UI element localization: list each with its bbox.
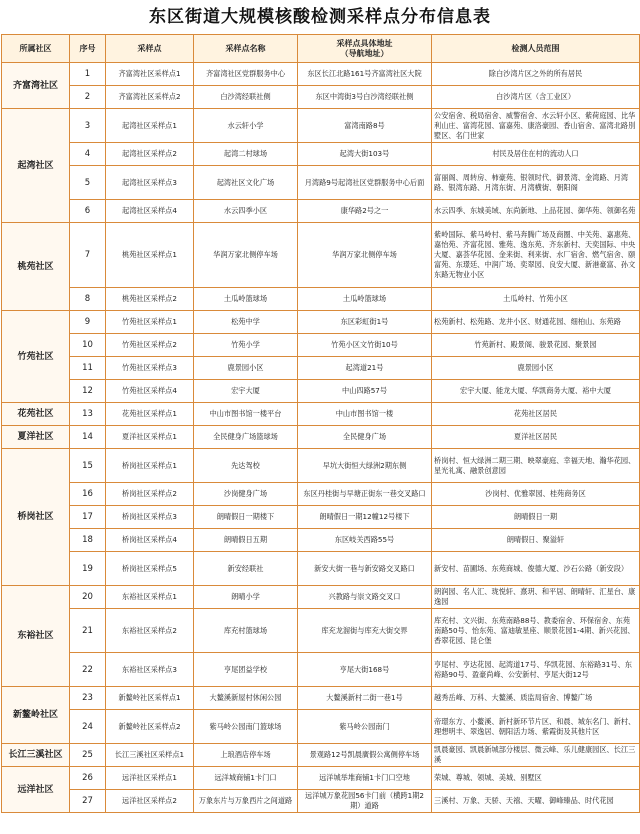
address-cell: 亨尾大街168号 xyxy=(298,653,432,687)
seq-cell: 13 xyxy=(70,403,106,426)
address-cell: 东区长江北路161号齐富湾社区大院 xyxy=(298,63,432,86)
point-cell: 新鳌岭社区采样点2 xyxy=(106,710,194,744)
seq-cell: 25 xyxy=(70,744,106,767)
community-cell: 东裕社区 xyxy=(2,586,70,687)
address-cell: 中山四路57号 xyxy=(298,380,432,403)
seq-cell: 12 xyxy=(70,380,106,403)
scope-cell: 鹿景园小区 xyxy=(432,357,640,380)
community-cell: 齐富湾社区 xyxy=(2,63,70,109)
scope-cell: 紫岭国际、紫马岭村、紫马奔腾广场及商圈、中关苑、嘉惠苑、嘉怡苑、齐富花园、雅苑、逸东苑、齐东新村、天奕国际、中央大厦、嘉荟华花园、金来街、利来街、水厂宿舍、燃气宿舍、颐富苑、东璟廷、中润广场、奕翠园、良安大厦、新港豪富、孙文东路无物业小区 xyxy=(432,223,640,288)
table-row xyxy=(2,744,640,767)
page-title: 东区街道大规模核酸检测采样点分布信息表 xyxy=(149,7,491,27)
table-row xyxy=(2,586,640,609)
scope-cell: 松苑新村、松苑路、龙井小区、财通花园、细柏山、东苑路 xyxy=(432,311,640,334)
community-cell: 竹苑社区 xyxy=(2,311,70,403)
scope-cell: 村民及居住在村的流动人口 xyxy=(432,143,640,166)
point-cell: 起湾社区采样点1 xyxy=(106,109,194,143)
address-cell: 起湾道21号 xyxy=(298,357,432,380)
point-name-cell: 华润万家北侧停车场 xyxy=(194,223,298,288)
address-cell: 中山市图书馆一楼 xyxy=(298,403,432,426)
address-cell: 远洋城万象花园56卡门前（横跨1期2期）道路 xyxy=(298,790,432,813)
table-row xyxy=(2,334,640,357)
address-cell: 东区岐关西路55号 xyxy=(298,529,432,552)
point-cell: 东裕社区采样点2 xyxy=(106,609,194,653)
seq-cell: 1 xyxy=(70,63,106,86)
point-cell: 桃苑社区采样点1 xyxy=(106,223,194,288)
point-cell: 竹苑社区采样点3 xyxy=(106,357,194,380)
community-cell: 新鳌岭社区 xyxy=(2,687,70,744)
address-cell: 库充龙溜街与库充大街交界 xyxy=(298,609,432,653)
seq-cell: 3 xyxy=(70,109,106,143)
table-row xyxy=(2,710,640,744)
point-cell: 起湾社区采样点3 xyxy=(106,166,194,200)
point-cell: 东裕社区采样点3 xyxy=(106,653,194,687)
point-name-cell: 水云轩小学 xyxy=(194,109,298,143)
point-name-cell: 朗晴小学 xyxy=(194,586,298,609)
seq-cell: 8 xyxy=(70,288,106,311)
point-name-cell: 新安经联社 xyxy=(194,552,298,586)
seq-cell: 10 xyxy=(70,334,106,357)
scope-cell: 新安村、苗圃场、东苑商城、俊德大厦、沙石公路（新安段） xyxy=(432,552,640,586)
community-cell: 远洋社区 xyxy=(2,767,70,813)
table-row xyxy=(2,687,640,710)
table-row xyxy=(2,767,640,790)
community-cell: 花苑社区 xyxy=(2,403,70,426)
scope-cell: 土瓜岭村、竹苑小区 xyxy=(432,288,640,311)
table-row xyxy=(2,380,640,403)
point-cell: 齐富湾社区采样点1 xyxy=(106,63,194,86)
seq-cell: 6 xyxy=(70,200,106,223)
seq-cell: 22 xyxy=(70,653,106,687)
seq-cell: 16 xyxy=(70,483,106,506)
point-cell: 远洋社区采样点1 xyxy=(106,767,194,790)
address-cell: 康华路2号之一 xyxy=(298,200,432,223)
table-row xyxy=(2,311,640,334)
scope-cell: 夏洋社区居民 xyxy=(432,426,640,449)
table-row xyxy=(2,223,640,288)
seq-cell: 15 xyxy=(70,449,106,483)
scope-cell: 朗晴假日一期 xyxy=(432,506,640,529)
point-name-cell: 万象东片与万象西片之间道路 xyxy=(194,790,298,813)
scope-cell: 亨尾村、亨达花园、起湾道17号、华凯花园、东裕路31号、东裕路90号、盈豪尚峰、公安新村、亨尾大街12号 xyxy=(432,653,640,687)
point-name-cell: 土瓜岭篮球场 xyxy=(194,288,298,311)
seq-cell: 11 xyxy=(70,357,106,380)
seq-cell: 20 xyxy=(70,586,106,609)
address-cell: 新安大街一巷与新安路交叉路口 xyxy=(298,552,432,586)
point-cell: 竹苑社区采样点2 xyxy=(106,334,194,357)
community-cell: 起湾社区 xyxy=(2,109,70,223)
scope-cell: 水云四季、东城美域、东尚新地、上品花园、御华苑、领御名苑 xyxy=(432,200,640,223)
point-name-cell: 水云四季小区 xyxy=(194,200,298,223)
scope-cell: 宏宇大厦、能龙大厦、华凯商务大厦、裕中大厦 xyxy=(432,380,640,403)
community-cell: 夏洋社区 xyxy=(2,426,70,449)
point-name-cell: 库充村篮球场 xyxy=(194,609,298,653)
seq-cell: 26 xyxy=(70,767,106,790)
point-cell: 桥岗社区采样点1 xyxy=(106,449,194,483)
table-row xyxy=(2,403,640,426)
point-cell: 桃苑社区采样点2 xyxy=(106,288,194,311)
table-row xyxy=(2,483,640,506)
scope-cell: 白沙湾片区（含工业区） xyxy=(432,86,640,109)
point-name-cell: 紫马岭公园南门篮球场 xyxy=(194,710,298,744)
scope-cell: 朗润园、名人汇、珑悦轩、熹玥、和平居、朗晴轩、汇星台、康逸园 xyxy=(432,586,640,609)
seq-cell: 14 xyxy=(70,426,106,449)
address-cell: 全民健身广场 xyxy=(298,426,432,449)
scope-cell: 花苑社区居民 xyxy=(432,403,640,426)
seq-cell: 19 xyxy=(70,552,106,586)
point-cell: 远洋社区采样点2 xyxy=(106,790,194,813)
seq-cell: 21 xyxy=(70,609,106,653)
scope-cell: 沙岗村、优雅翠园、桂苑商务区 xyxy=(432,483,640,506)
scope-cell: 越秀岳峰、万科、大鳌溪、质监局宿舍、博鳌广场 xyxy=(432,687,640,710)
community-cell: 桃苑社区 xyxy=(2,223,70,311)
address-cell: 富湾南路8号 xyxy=(298,109,432,143)
point-name-cell: 中山市图书馆一楼平台 xyxy=(194,403,298,426)
table-row xyxy=(2,63,640,86)
scope-cell: 帝璟东方、小鳌溪、新村新环节片区、和晨、城东名门、新村、理想明丰、翠逸居、朝阳活力场、紫霞街及其他片区 xyxy=(432,710,640,744)
point-cell: 起湾社区采样点4 xyxy=(106,200,194,223)
table-row xyxy=(2,86,640,109)
point-name-cell: 齐富湾社区党群服务中心 xyxy=(194,63,298,86)
sampling-points-table xyxy=(1,34,640,813)
point-cell: 花苑社区采样点1 xyxy=(106,403,194,426)
address-cell: 朗晴假日一期12幢12号楼下 xyxy=(298,506,432,529)
seq-cell: 2 xyxy=(70,86,106,109)
point-name-cell: 鹿景园小区 xyxy=(194,357,298,380)
scope-cell: 朗晴假日、聚溢轩 xyxy=(432,529,640,552)
point-name-cell: 起湾二村球场 xyxy=(194,143,298,166)
point-cell: 齐富湾社区采样点2 xyxy=(106,86,194,109)
community-cell: 桥岗社区 xyxy=(2,449,70,586)
point-name-cell: 大鳌溪新屋村休闲公园 xyxy=(194,687,298,710)
header-community: 所属社区 xyxy=(2,35,70,63)
header-scope: 检测人员范围 xyxy=(432,35,640,63)
header-point: 采样点 xyxy=(106,35,194,63)
table-row xyxy=(2,357,640,380)
point-cell: 东裕社区采样点1 xyxy=(106,586,194,609)
seq-cell: 23 xyxy=(70,687,106,710)
point-cell: 竹苑社区采样点4 xyxy=(106,380,194,403)
table-row xyxy=(2,790,640,813)
point-name-cell: 全民健身广场篮球场 xyxy=(194,426,298,449)
point-cell: 桥岗社区采样点2 xyxy=(106,483,194,506)
table-row xyxy=(2,506,640,529)
address-cell: 月湾路9号起湾社区党群服务中心后面 xyxy=(298,166,432,200)
seq-cell: 9 xyxy=(70,311,106,334)
seq-cell: 24 xyxy=(70,710,106,744)
point-cell: 桥岗社区采样点4 xyxy=(106,529,194,552)
table-row xyxy=(2,653,640,687)
point-name-cell: 起湾社区文化广场 xyxy=(194,166,298,200)
address-cell: 竹苑小区文竹街10号 xyxy=(298,334,432,357)
point-cell: 桥岗社区采样点5 xyxy=(106,552,194,586)
table-row xyxy=(2,109,640,143)
table-header-row xyxy=(2,35,640,63)
scope-cell: 桥岗村、恒大绿洲二期三期、映翠豪庭、幸福天地、瀚华花园、星光礼寓、融景创意园 xyxy=(432,449,640,483)
point-cell: 夏洋社区采样点1 xyxy=(106,426,194,449)
address-cell: 远洋城举堆商铺1卡门口空地 xyxy=(298,767,432,790)
point-cell: 长江三溪社区采样点1 xyxy=(106,744,194,767)
address-cell: 景观路12号凯晨廣假公寓侧停车场 xyxy=(298,744,432,767)
point-name-cell: 竹苑小学 xyxy=(194,334,298,357)
seq-cell: 4 xyxy=(70,143,106,166)
point-cell: 桥岗社区采样点3 xyxy=(106,506,194,529)
address-cell: 东区中湾街3号白沙湾经联社侧 xyxy=(298,86,432,109)
scope-cell: 公安宿舍、税局宿舍、威警宿舍、水云轩小区、紫荷庭园、比华利山庄、富湾花园、富嘉苑、康洛豪园、香山宿舍、富湾北路別墅区、名门世家 xyxy=(432,109,640,143)
table-row xyxy=(2,426,640,449)
scope-cell: 荣城、尊城、领城、美城、别墅区 xyxy=(432,767,640,790)
address-cell: 东区彩虹街1号 xyxy=(298,311,432,334)
scope-cell: 凯晨豪园、凯晨新城部分楼层、微云峰、乐儿健康园区、长江三溪 xyxy=(432,744,640,767)
point-cell: 起湾社区采样点2 xyxy=(106,143,194,166)
seq-cell: 17 xyxy=(70,506,106,529)
scope-cell: 库充村、文兴街、东苑南路88号、教委宿舍、环保宿舍、东苑南路50号、怡东苑、富迪敏星座、顺景花园1-4期、新兴花园、香翠花园、昆仑堡 xyxy=(432,609,640,653)
table-row xyxy=(2,143,640,166)
header-address: 采样点具体地址 （导航地址） xyxy=(298,35,432,63)
address-cell: 东区丹桂街与早塘正街东一巷交叉路口 xyxy=(298,483,432,506)
address-cell: 起湾大街103号 xyxy=(298,143,432,166)
scope-cell: 竹苑新村、殿景阁、骏景花园、聚景园 xyxy=(432,334,640,357)
header-seq: 序号 xyxy=(70,35,106,63)
address-cell: 紫马岭公园南门 xyxy=(298,710,432,744)
table-row xyxy=(2,552,640,586)
table-row xyxy=(2,288,640,311)
scope-cell: 三溪村、万象、天骄、天禧、天曜、御峰臻品、时代花园 xyxy=(432,790,640,813)
point-cell: 竹苑社区采样点1 xyxy=(106,311,194,334)
point-name-cell: 上琅酒店停车场 xyxy=(194,744,298,767)
table-row xyxy=(2,166,640,200)
point-name-cell: 白沙湾经联社侧 xyxy=(194,86,298,109)
point-name-cell: 远洋城商铺1卡门口 xyxy=(194,767,298,790)
point-cell: 新鳌岭社区采样点1 xyxy=(106,687,194,710)
seq-cell: 7 xyxy=(70,223,106,288)
table-row xyxy=(2,609,640,653)
address-cell: 兴教路与崇文路交叉口 xyxy=(298,586,432,609)
address-cell: 早坑大街恒大绿洲2期东侧 xyxy=(298,449,432,483)
point-name-cell: 先达驾校 xyxy=(194,449,298,483)
address-cell: 土瓜岭篮球场 xyxy=(298,288,432,311)
table-row xyxy=(2,449,640,483)
table-row xyxy=(2,529,640,552)
table-row xyxy=(2,200,640,223)
header-point-name: 采样点名称 xyxy=(194,35,298,63)
point-name-cell: 朗晴假日一期楼下 xyxy=(194,506,298,529)
point-name-cell: 松苑中学 xyxy=(194,311,298,334)
point-name-cell: 沙岗健身广场 xyxy=(194,483,298,506)
address-cell: 华润万家北侧停车场 xyxy=(298,223,432,288)
point-name-cell: 宏宇大厦 xyxy=(194,380,298,403)
community-cell: 长江三溪社区 xyxy=(2,744,70,767)
point-name-cell: 朗晴假日五期 xyxy=(194,529,298,552)
scope-cell: 除白沙湾片区之外的所有居民 xyxy=(432,63,640,86)
address-cell: 大鳌溪新村二街一巷1号 xyxy=(298,687,432,710)
seq-cell: 5 xyxy=(70,166,106,200)
seq-cell: 27 xyxy=(70,790,106,813)
scope-cell: 富丽阁、周转房、柿豪苑、银领时代、御景湾、金湾路、月湾路、银湾东路、月湾东街、月湾横街、朝阳阁 xyxy=(432,166,640,200)
point-name-cell: 亨尾团益学校 xyxy=(194,653,298,687)
table-body xyxy=(2,63,640,813)
seq-cell: 18 xyxy=(70,529,106,552)
